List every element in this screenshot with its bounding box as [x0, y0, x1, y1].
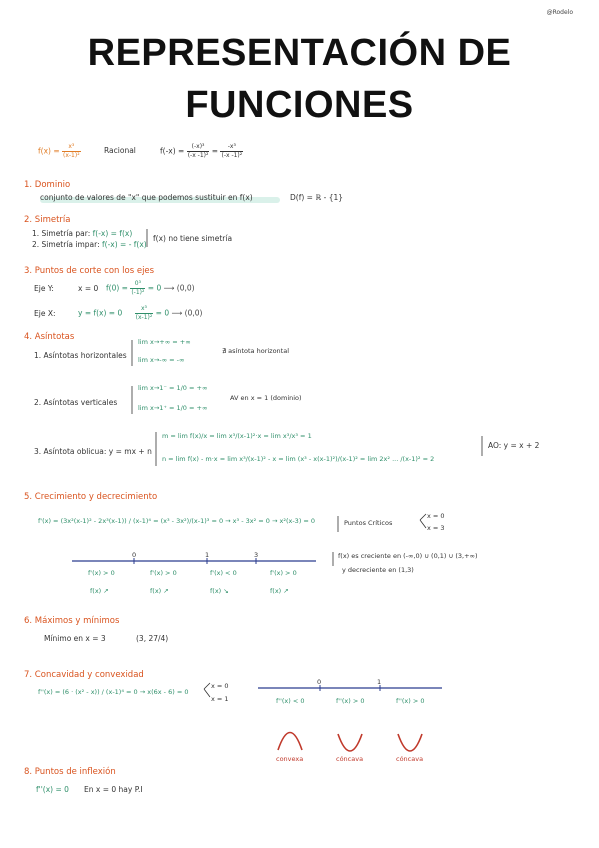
conc-sign-3: f''(x) > 0	[396, 697, 425, 705]
page-title-line2: FUNCIONES	[185, 84, 414, 126]
symmetry-conclusion: f(x) no tiene simetría	[153, 234, 233, 243]
section-2-title: 2. Simetría	[24, 215, 71, 225]
function-numerator: x³	[62, 143, 81, 152]
axis-x-point: (0,0)	[184, 308, 203, 318]
symmetry-odd-formula: f(-x) = - f(x)	[102, 240, 147, 249]
domain-formula: D(f) = ℝ - {1}	[290, 193, 344, 202]
concavity-fork	[204, 683, 210, 697]
axis-x-result: = 0	[155, 308, 170, 318]
first-derivative: f'(x) = (3x²(x-1)² - 2x³(x-1)) / (x-1)⁴ = (x³ - 3x²)/(x-1)³ = 0 → x³ - 3x² = 0 → x²(x-3) = 0	[38, 517, 316, 525]
axis-x-den: (x-1)²	[135, 314, 153, 321]
axis-x-label: Eje X:	[34, 309, 56, 318]
mono-sign-3: f'(x) < 0	[210, 569, 237, 577]
critical-root-bottom: x = 3	[427, 524, 445, 532]
concavity-root-bottom: x = 1	[211, 695, 229, 703]
asymptote-h-lim2: lim x→-∞ = -∞	[138, 356, 185, 364]
conc-label-1: convexa	[276, 755, 304, 763]
neg-denominator: (-x -1)²	[187, 152, 209, 159]
asymptote-horizontal-label: 1. Asíntotas horizontales	[34, 351, 127, 360]
inflection-condition: f''(x) = 0	[36, 785, 69, 794]
curve-concave-2	[398, 734, 422, 751]
section-3-title: 3. Puntos de corte con los ejes	[24, 266, 155, 276]
mono-conclusion-1: f(x) es creciente en (-∞,0) ∪ (0,1) ∪ (3,+∞)	[338, 552, 478, 560]
neg-numerator: (-x)³	[187, 143, 210, 152]
mono-sign-4: f'(x) > 0	[270, 569, 297, 577]
conc-sign-1: f''(x) < 0	[276, 697, 305, 705]
asymptote-h-lim1: lim x→+∞ = +∞	[138, 338, 191, 346]
function-lhs: f(x) =	[38, 146, 60, 156]
neg-lhs: f(-x) =	[160, 146, 185, 156]
section-5-title: 5. Crecimiento y decrecimiento	[24, 492, 158, 502]
inflection-note: En x = 0 hay P.I	[84, 785, 143, 794]
axis-y-label: Eje Y:	[34, 284, 54, 293]
oblique-n: n = lim f(x) - m·x = lim x³/(x-1)² - x = lim (x³ - x(x-1)²)/(x-1)² = lim 2x² ... /(x-1)² = 2	[162, 455, 435, 463]
critical-points-label: Puntos Críticos	[344, 519, 393, 527]
page-title-line1: REPRESENTACIÓN DE	[87, 32, 512, 74]
symmetry-even-formula: f(-x) = f(x)	[92, 229, 133, 238]
axis-y-f: f(0) =	[106, 283, 128, 293]
mono-arrow-3: f(x) ↘	[210, 587, 229, 595]
oblique-label: 3. Asíntota oblicua:	[34, 447, 107, 456]
oblique-result: AO: y = x + 2	[488, 441, 540, 450]
curve-concave-1	[338, 734, 362, 751]
mono-conclusion-2: y decreciente en (1,3)	[342, 566, 414, 574]
mono-tick-0: 0	[132, 551, 137, 559]
conc-tick-0: 0	[317, 678, 322, 686]
axis-x-num: x³	[135, 305, 154, 314]
axis-y-num: 0³	[130, 280, 145, 289]
asymptote-h-note: ∄ asíntota horizontal	[222, 347, 290, 355]
axis-x-eval: y = f(x) = 0 $\frac{\text{x³}}{\text{(x-1)²}}$ = 0 ⟶ (0,0)	[78, 305, 203, 321]
axis-y-eval: f(0) = $\frac{\text{0³}}{\text{(-1)²}}$ = 0 ⟶ (0,0)	[106, 280, 195, 296]
axis-y-den: (-1)²	[131, 289, 145, 296]
section-8-title: 8. Puntos de inflexión	[24, 767, 116, 777]
conc-sign-2: f''(x) > 0	[336, 697, 365, 705]
concavity-root-top: x = 0	[211, 682, 229, 690]
conc-tick-1: 1	[377, 678, 382, 686]
section-7-title: 7. Concavidad y convexidad	[24, 670, 144, 680]
mono-arrow-1: f(x) ↗	[90, 587, 109, 595]
function-type: Racional	[104, 146, 136, 155]
oblique-m: m = lim f(x)/x = lim x³/(x-1)²·x = lim x³/x³ = 1	[162, 432, 312, 440]
axis-y-result: = 0	[147, 283, 162, 293]
conc-label-3: cóncava	[396, 755, 424, 763]
section-4-title: 4. Asíntotas	[24, 332, 75, 342]
conc-label-2: cóncava	[336, 755, 364, 763]
second-derivative: f''(x) = (6 · (x² - x)) / (x-1)⁴ = 0 → x(6x - 6) = 0	[38, 688, 189, 696]
neg-denominator-2: (-x -1)²	[221, 152, 243, 159]
critical-fork	[420, 514, 426, 528]
neg-numerator-2: -x³	[220, 143, 243, 152]
asymptote-v-note: AV en x = 1 (dominio)	[230, 394, 302, 402]
mono-sign-1: f'(x) > 0	[88, 569, 115, 577]
mono-sign-2: f'(x) > 0	[150, 569, 177, 577]
asymptote-v-lim2: lim x→1⁺ = 1/0 = +∞	[138, 404, 208, 412]
mono-arrow-4: f(x) ↗	[270, 587, 289, 595]
minimum-point: (3, 27/4)	[136, 634, 169, 643]
neg-equals: =	[211, 146, 219, 156]
section-1-title: 1. Dominio	[24, 180, 71, 190]
mono-tick-3: 3	[254, 551, 259, 559]
axis-x-condition: y = f(x) = 0	[78, 308, 123, 318]
asymptote-v-lim1: lim x→1⁻ = 1/0 = +∞	[138, 384, 208, 392]
asymptote-vertical-label: 2. Asíntotas verticales	[34, 398, 118, 407]
symmetry-even-label: 1. Simetría par:	[32, 229, 91, 238]
axis-y-point: (0,0)	[176, 283, 195, 293]
oblique-form: y = mx + n	[108, 447, 152, 456]
minimum-text: Mínimo en x = 3	[44, 634, 106, 643]
symmetry-odd-label: 2. Simetría impar:	[32, 240, 100, 249]
curve-convex	[278, 733, 302, 751]
domain-definition: conjunto de valores de "x" que podemos sustituir en f(x)	[40, 193, 253, 202]
axis-y-condition: x = 0	[78, 284, 99, 293]
brand-signature: @Rodelo	[546, 9, 573, 16]
mono-arrow-2: f(x) ↗	[150, 587, 169, 595]
critical-root-top: x = 0	[427, 512, 445, 520]
section-6-title: 6. Máximos y mínimos	[24, 616, 120, 626]
function-denominator: (x-1)²	[63, 152, 80, 159]
mono-tick-1: 1	[205, 551, 210, 559]
